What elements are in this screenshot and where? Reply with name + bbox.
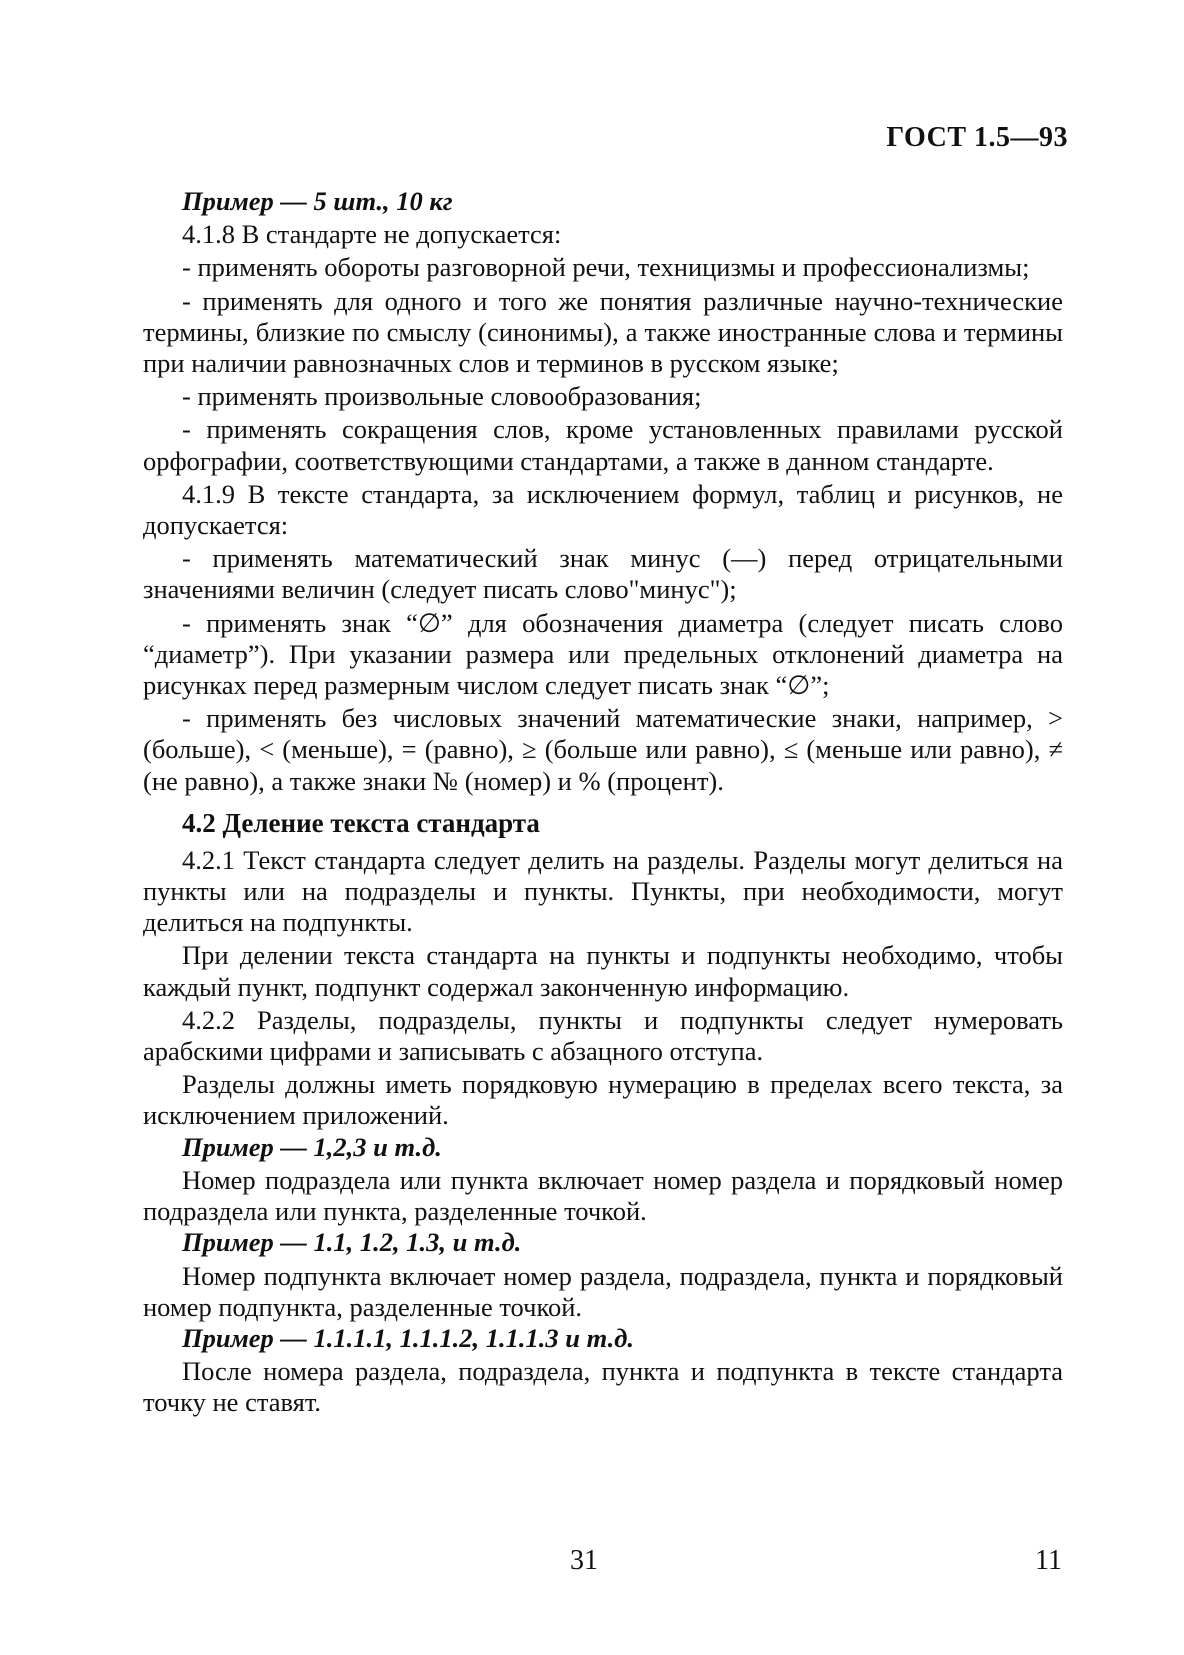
clause-4-1-8: 4.1.8 В стандарте не допускается:: [182, 219, 562, 250]
body-paragraph: Номер подпункта включает номер раздела, подраздела, пункта и порядковый номер подпункта, разделенные точкой.: [143, 1260, 1063, 1322]
body-paragraph: Номер подраздела или пункта включает номер раздела и порядковый номер подраздела или пункта, разделенные точкой.: [143, 1164, 1063, 1227]
clause-4-1-9: 4.1.9 В тексте стандарта, за исключением формул, таблиц и рисунков, не допускается:: [143, 478, 1063, 541]
clause-4-2-1: 4.2.1 Текст стандарта следует делить на разделы. Разделы могут делиться на пункты или на подразделы и пункты. Пункты, при необходимости, могут делиться на подпункты.: [143, 844, 1063, 938]
list-item: - применять для одного и того же понятия различные научно-технические термины, близкие по смыслу (синонимы), а также иностранные слова и термины при наличии равнозначных слов и терминов в русском языке;: [143, 285, 1063, 379]
list-item: - применять математический знак минус (—) перед отрицательными значениями величин (следует писать слово"минус");: [143, 543, 1063, 605]
list-item: - применять сокращения слов, кроме установленных правилами русской орфографии, соответствующими стандартами, а также в данном стандарте.: [143, 414, 1063, 476]
section-heading: 4.2 Деление текста стандарта: [182, 807, 540, 838]
document-body: [143, 186, 1063, 1419]
list-item: - применять произвольные словообразования;: [182, 381, 702, 412]
example-line: Пример — 1.1.1.1, 1.1.1.2, 1.1.1.3 и т.д.: [182, 1322, 634, 1353]
body-paragraph: После номера раздела, подраздела, пункта и подпункта в тексте стандарта точку не ставят.: [143, 1356, 1063, 1418]
body-paragraph: Разделы должны иметь порядковую нумерацию в пределах всего текста, за исключением приложений.: [143, 1069, 1063, 1131]
example-line: Пример — 1,2,3 и т.д.: [182, 1131, 442, 1162]
list-item: - применять обороты разговорной речи, техницизмы и профессионализмы;: [182, 252, 1030, 283]
list-item: - применять знак “∅” для обозначения диаметра (следует писать слово “диаметр”). При указании размера или предельных отклонений диаметра на рисунках перед размерным числом следует писать знак “∅”;: [143, 607, 1063, 701]
sheet-number: 11: [1035, 1545, 1062, 1576]
list-item: - применять без числовых значений математические знаки, например, > (больше), < (меньше), = (равно), ≥ (больше или равно), ≤ (меньше или равно), ≠ (не равно), а также знаки № (номер) и % (процент).: [143, 703, 1063, 796]
body-paragraph: При делении текста стандарта на пункты и подпункты необходимо, чтобы каждый пункт, подпункт содержал законченную информацию.: [143, 940, 1063, 1002]
example-line: Пример — 5 шт., 10 кг: [182, 186, 453, 216]
document-code: ГОСТ 1.5—93: [886, 122, 1068, 153]
example-line: Пример — 1.1, 1.2, 1.3, и т.д.: [182, 1227, 522, 1258]
page-number: 31: [570, 1545, 598, 1576]
clause-4-2-2: 4.2.2 Разделы, подразделы, пункты и подпункты следует нумеровать арабскими цифрами и записывать с абзацного отступа.: [143, 1004, 1063, 1067]
